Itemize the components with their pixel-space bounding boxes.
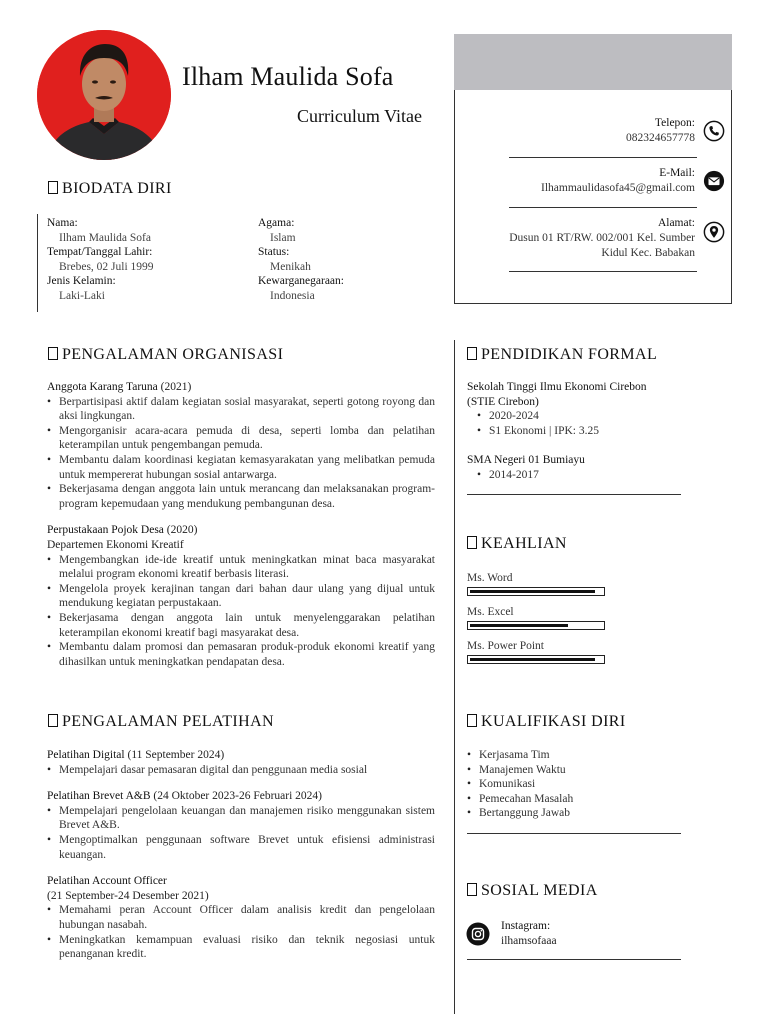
list-item: • Komunikasi	[467, 777, 681, 792]
section-box-icon	[467, 883, 477, 896]
training-name: Pelatihan Brevet A&B	[47, 790, 151, 803]
email-label: E-Mail:	[659, 167, 695, 179]
education-divider	[467, 494, 681, 495]
skill-bar-fill	[470, 624, 568, 627]
qualifications-title	[467, 713, 626, 731]
list-item: • Mempelajari dasar pemasaran digital dan penggunaan media sosial	[47, 763, 435, 778]
list-item: • Bertanggung Jawab	[467, 806, 681, 821]
education-title	[467, 346, 657, 364]
citizenship-label: Kewarganegaraan:	[258, 275, 344, 288]
list-item: • Berpartisipasi aktif dalam kegiatan sosial masyarakat, seperti gotong royong dan aksi lingkungan.	[47, 395, 435, 424]
instagram-handle[interactable]: ilhamsofaaa	[501, 934, 557, 947]
section-box-icon	[48, 347, 58, 360]
document-subtitle: Curriculum Vitae	[296, 106, 422, 126]
instagram-icon	[466, 922, 490, 946]
skill-bar	[467, 621, 605, 630]
qualifications-title-text: KUALIFIKASI DIRI	[481, 713, 626, 730]
skills-list	[467, 572, 605, 664]
list-item: • Bekerjasama dengan anggota lain untuk menyelenggarakan pelatihan keterampilan ekonomi kreatif bagi masyarakat desa.	[47, 611, 435, 640]
skills-title	[467, 535, 567, 553]
contact-email	[541, 166, 695, 196]
list-item: • 2020-2024	[477, 409, 707, 424]
skill-bar	[467, 587, 605, 596]
org-entry	[47, 380, 435, 511]
name-value: Ilham Maulida Sofa	[59, 231, 151, 244]
training-entry	[47, 748, 435, 777]
birth-label: Tempat/Tanggal Lahir:	[47, 246, 153, 259]
contact-box	[454, 90, 732, 304]
skill-label: Ms. Word	[467, 572, 513, 584]
school-1-details	[467, 409, 707, 438]
training-bullets	[47, 903, 435, 961]
instagram-label: Instagram:	[501, 920, 551, 932]
email-value[interactable]: Ilhammaulidasofa45@gmail.com	[541, 182, 695, 194]
skill-bar	[467, 655, 605, 664]
org-period: (2020)	[163, 524, 198, 537]
phone-icon	[703, 120, 725, 142]
mail-icon	[703, 170, 725, 192]
school-1-name: Sekolah Tinggi Ilmu Ekonomi Cirebon	[467, 381, 647, 393]
training-title-text: PENGALAMAN PELATIHAN	[62, 713, 274, 730]
contact-phone	[626, 116, 695, 146]
section-box-icon	[467, 714, 477, 727]
column-divider	[454, 340, 455, 1014]
list-item: • Bekerjasama dengan anggota lain untuk merancang dan melaksanakan program-program kepemudaan yang mendukung pembangunan desa.	[47, 482, 435, 511]
training-period: (21 September-24 Desember 2021)	[47, 889, 209, 902]
address-line-1: Dusun 01 RT/RW. 002/001 Kel. Sumber	[509, 232, 695, 244]
skill-bar-fill	[470, 658, 595, 661]
birth-value: Brebes, 02 Juli 1999	[59, 260, 154, 273]
training-bullets	[47, 763, 435, 778]
citizenship-value: Indonesia	[270, 289, 315, 302]
biodata-left-column	[47, 216, 257, 304]
religion-label: Agama:	[258, 217, 295, 229]
list-item: • Manajemen Waktu	[467, 763, 681, 778]
training-period: (24 Oktober 2023-26 Februari 2024)	[150, 790, 322, 803]
school-1-abbrev: (STIE Cirebon)	[467, 395, 539, 408]
qualifications-divider	[467, 833, 681, 834]
list-item: • Membantu dalam promosi dan pemasaran produk-produk ekonomi kreatif yang dihasilkan untuk meningkatkan pendapatan desa.	[47, 640, 435, 669]
training-name: Pelatihan Account Officer	[47, 875, 167, 888]
address-line-2: Kidul Kec. Babakan	[601, 247, 695, 259]
social-title-text: SOSIAL MEDIA	[481, 882, 598, 899]
list-item: • Kerjasama Tim	[467, 748, 681, 763]
training-period: (11 September 2024)	[124, 749, 225, 761]
list-item: • Memahami peran Account Officer dalam analisis kredit dan pengelolaan hubungan nasabah.	[47, 903, 435, 932]
training-content	[47, 748, 435, 962]
social-divider	[467, 959, 681, 960]
list-item: • Membantu dalam koordinasi kegiatan kemasyarakatan yang melibatkan pemuda untuk mempererat hubungan sosial antarwarga.	[47, 453, 435, 482]
name-label: Nama:	[47, 217, 78, 229]
org-bullets	[47, 553, 435, 670]
list-item: • S1 Ekonomi | IPK: 3.25	[477, 424, 707, 439]
candidate-name: Ilham Maulida Sofa	[182, 62, 394, 91]
org-name: Anggota Karang Taruna	[47, 381, 158, 393]
education-title-text: PENDIDIKAN FORMAL	[481, 346, 658, 363]
gender-label: Jenis Kelamin:	[47, 275, 116, 288]
contact-address	[509, 216, 695, 261]
training-bullets	[47, 804, 435, 862]
training-name: Pelatihan Digital	[47, 749, 125, 761]
org-name: Perpustakaan Pojok Desa	[47, 524, 164, 537]
biodata-title-text: BIODATA DIRI	[62, 180, 172, 197]
list-item: • Mempelajari pengelolaan keuangan dan manajemen risiko menggunakan sistem Brevet A&B.	[47, 804, 435, 833]
list-item: • Mengembangkan ide-ide kreatif untuk meningkatkan minat baca masyarakat melalui program ekonomi kreatif berbasis literasi.	[47, 553, 435, 582]
biodata-title	[48, 180, 172, 198]
skill-label: Ms. Excel	[467, 606, 514, 618]
header-accent-bar	[454, 34, 732, 90]
biodata-left-rule	[37, 214, 38, 312]
organization-title	[48, 346, 283, 364]
list-item: • Mengoptimalkan penggunaan software Brevet untuk efisiensi administrasi keuangan.	[47, 833, 435, 862]
training-title	[48, 713, 274, 731]
section-box-icon	[467, 536, 477, 549]
skill-bar-fill	[470, 590, 595, 593]
skills-title-text: KEAHLIAN	[481, 535, 567, 552]
address-label: Alamat:	[657, 217, 695, 229]
section-box-icon	[467, 347, 477, 360]
organization-content	[47, 380, 435, 669]
qualification-bullets	[467, 748, 681, 821]
religion-value: Islam	[270, 231, 296, 244]
school-2-name: SMA Negeri 01 Bumiayu	[467, 454, 585, 467]
list-item: • Pemecahan Masalah	[467, 792, 681, 807]
phone-value[interactable]: 082324657778	[626, 132, 695, 144]
organization-title-text: PENGALAMAN ORGANISASI	[62, 346, 284, 363]
training-entry	[47, 874, 435, 962]
org-department: Departemen Ekonomi Kreatif	[47, 538, 184, 551]
biodata-right-column	[258, 216, 448, 304]
status-value: Menikah	[270, 260, 311, 273]
social-title	[467, 882, 598, 900]
org-entry	[47, 523, 435, 669]
phone-label: Telepon:	[654, 117, 695, 129]
gender-value: Laki-Laki	[59, 289, 105, 302]
org-bullets	[47, 395, 435, 512]
contact-divider	[509, 157, 697, 158]
list-item: • Meningkatkan kemampuan evaluasi risiko dan teknik negosiasi untuk penanganan kredit.	[47, 933, 435, 962]
school-2-details	[467, 468, 707, 483]
list-item: • Mengorganisir acara-acara pemuda di desa, seperti lomba dan pelatihan keterampilan untuk pengembangan pemuda.	[47, 424, 435, 453]
training-entry	[47, 789, 435, 862]
section-box-icon	[48, 181, 58, 194]
list-item: • Mengelola proyek kerajinan tangan dari bahan daur ulang yang dijual untuk mendukung kegiatan perpustakaan.	[47, 582, 435, 611]
location-pin-icon	[703, 221, 725, 243]
list-item: • 2014-2017	[477, 468, 707, 483]
qualifications-list	[467, 748, 681, 821]
skill-label: Ms. Power Point	[467, 640, 544, 652]
education-content	[467, 380, 707, 483]
contact-divider	[509, 207, 697, 208]
status-label: Status:	[258, 246, 290, 259]
profile-photo	[37, 30, 171, 160]
instagram-info	[501, 919, 557, 948]
contact-divider	[509, 271, 697, 272]
section-box-icon	[48, 714, 58, 727]
org-period: (2021)	[157, 381, 192, 393]
